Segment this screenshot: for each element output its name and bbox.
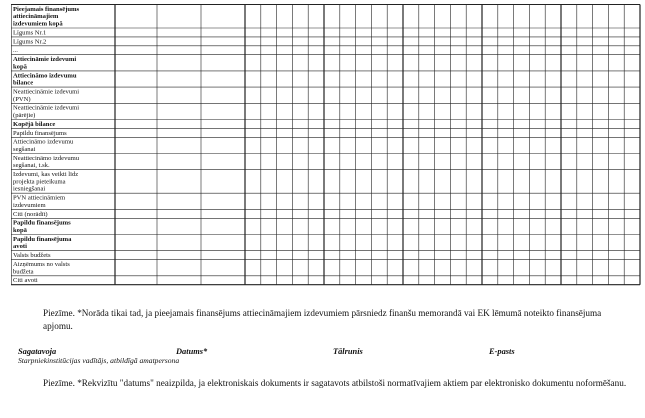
row-label: iesniegšanai bbox=[13, 185, 46, 193]
row-label: Izdevumi, kas veikti līdz bbox=[13, 171, 79, 179]
row-label: budžeta bbox=[13, 268, 34, 276]
row-label: Neattiecināmie izdevumi bbox=[13, 104, 80, 112]
row-label: Papildu finansējums bbox=[13, 219, 71, 227]
row-label: Neattiecināmo izdevumu bbox=[13, 154, 80, 162]
row-label: Attiecināmie izdevumi bbox=[13, 56, 77, 64]
row-label: segšanai bbox=[13, 146, 36, 153]
row-label: izdevumiem kopā bbox=[13, 20, 63, 28]
row-label: izdevumiem bbox=[13, 201, 46, 209]
row-label: bilance bbox=[13, 79, 34, 87]
row-label: (PVN) bbox=[13, 95, 31, 103]
row-label: kopā bbox=[13, 227, 27, 234]
row-label: Pieejamais finansējums bbox=[13, 5, 80, 13]
row-label: segšanai, t.sk. bbox=[13, 162, 50, 170]
row-label: Attiecināmo izdevumu bbox=[13, 72, 77, 80]
row-label: Kopējā bilance bbox=[13, 120, 56, 128]
row-label: Valsts budžets bbox=[13, 252, 51, 260]
financing-table bbox=[11, 4, 641, 299]
row-label: Neattiecināmie izdevumi bbox=[13, 88, 80, 96]
signature-role-description: Starpniekinstitūcijas vadītājs, atbildīgā amatpersona bbox=[18, 356, 180, 365]
row-label: avoti bbox=[13, 243, 27, 251]
row-label: Līgums Nr.1 bbox=[13, 29, 47, 37]
row-label: projekta pieteikuma bbox=[13, 178, 66, 186]
row-label: Papildu finansējuma bbox=[13, 235, 72, 243]
signature-phone-label: Tālrunis bbox=[333, 347, 363, 356]
row-label: ... bbox=[13, 47, 18, 55]
row-label: Aizņēmums no valsts bbox=[13, 261, 70, 268]
row-label: PVN attiecināmiem bbox=[13, 194, 66, 202]
row-label: (pārējie) bbox=[13, 112, 36, 119]
note-financing: Piezīme. *Norāda tikai tad, ja pieejamais finansējums attiecināmajiem izdevumiem pārsniedz finanšu memorandā vai EK lēmumā noteikto finansējuma apjomu. bbox=[43, 308, 602, 331]
row-label: Citi avoti bbox=[13, 277, 38, 285]
signature-date-label: Datums* bbox=[176, 347, 208, 356]
row-label: Attiecināmo izdevumu bbox=[13, 138, 74, 146]
row-label: Papildu finansējums bbox=[13, 129, 67, 137]
signature-role-label: Sagatavoja bbox=[18, 347, 57, 356]
row-label: Līgums Nr.2 bbox=[13, 38, 47, 46]
signature-email-label: E-pasts bbox=[489, 347, 515, 356]
row-label: kopā bbox=[13, 63, 27, 71]
row-label: attiecināmajiem bbox=[13, 13, 59, 21]
note-date-requisite: Piezīme. *Rekvizītu "datums" neaizpilda, ja elektroniskais dokuments ir sagatavots atbilstoši normatīvajiem aktiem par elektronisko dokumentu noformēšanu. bbox=[43, 378, 627, 388]
row-label: Citi (norādīt) bbox=[13, 210, 48, 218]
